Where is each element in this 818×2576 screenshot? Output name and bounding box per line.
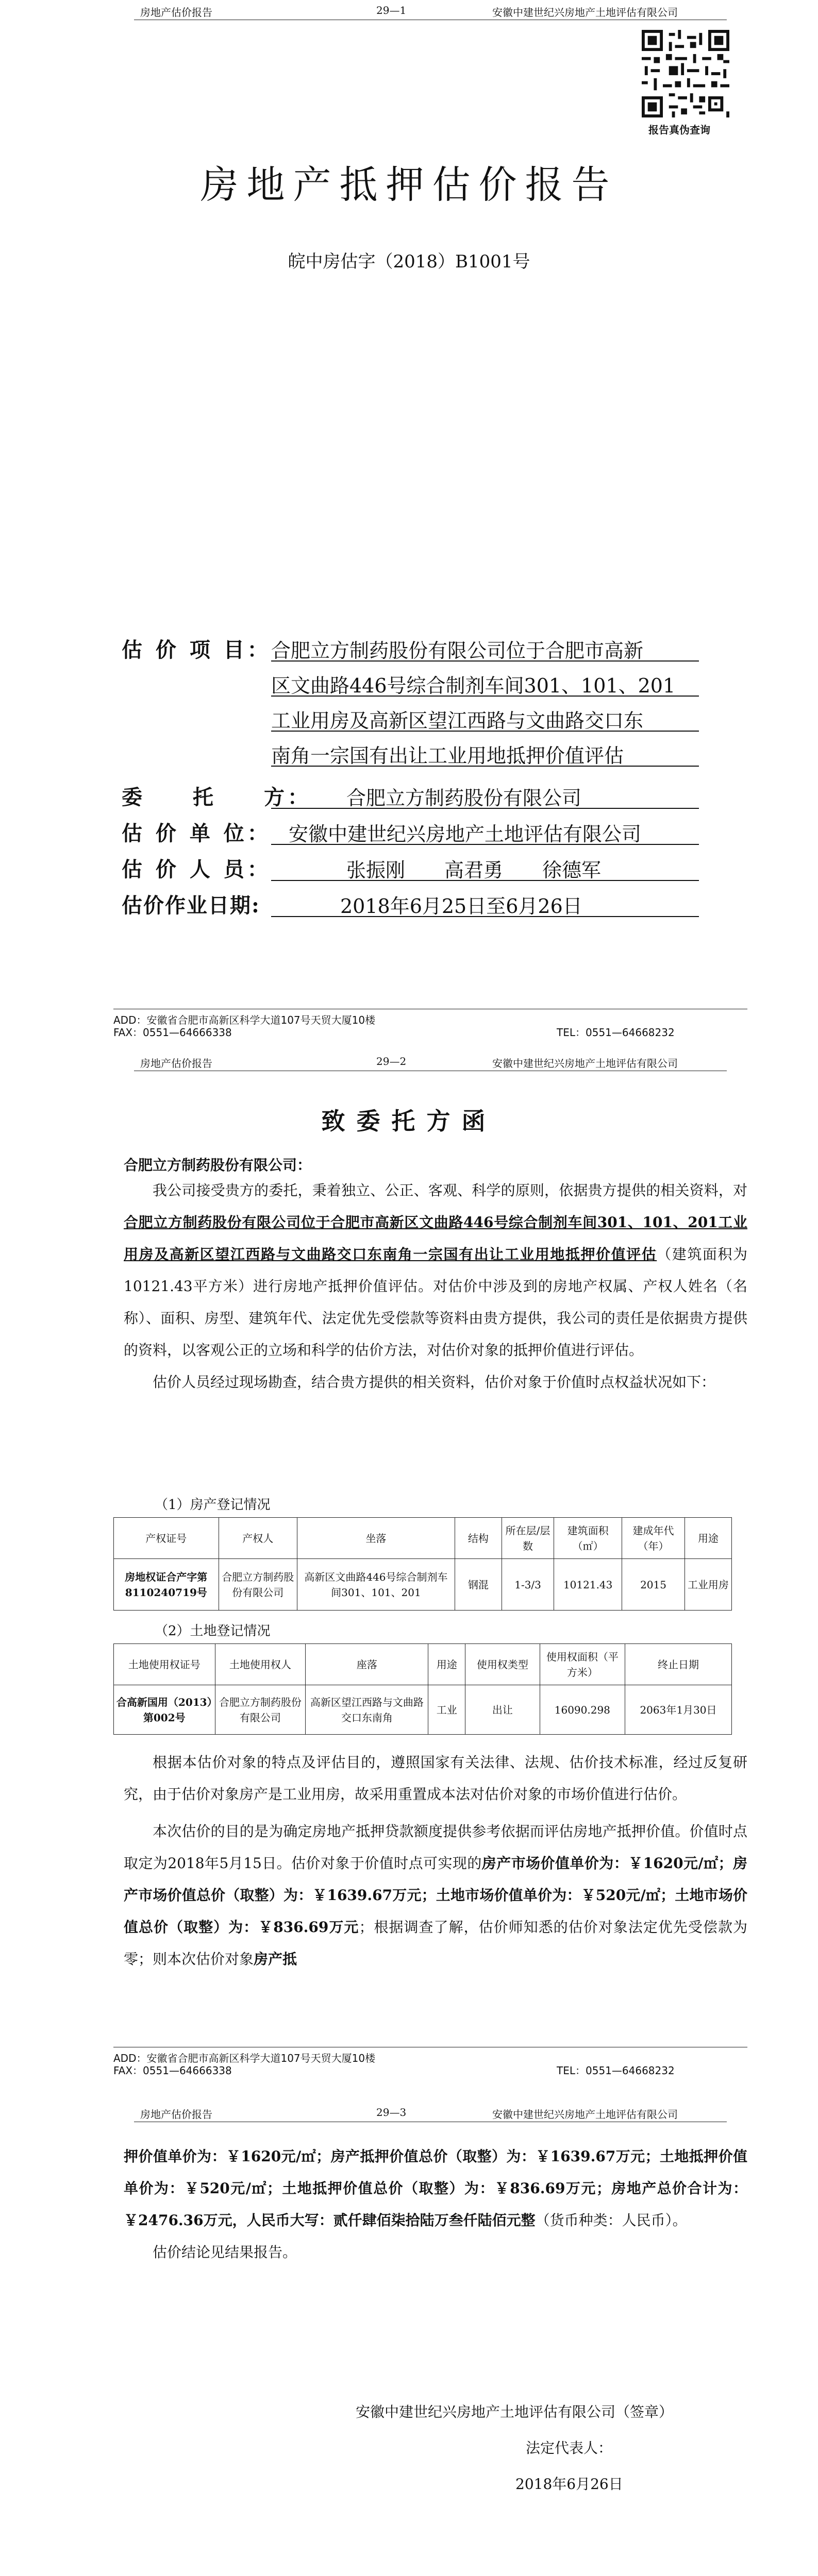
client-label: 委 托 方：: [122, 785, 311, 809]
th-location: 坐落: [297, 1518, 455, 1559]
qr-caption: 报告真伪查询: [648, 124, 710, 136]
page-2: [0, 1051, 818, 2092]
th-cert: 产权证号: [114, 1518, 219, 1559]
th-land-type: 使用权类型: [465, 1644, 540, 1685]
work-date-label: 估价作业日期:: [122, 893, 260, 918]
th-year: 建成年代（年）: [622, 1518, 685, 1559]
header-left: 房地产估价报告: [140, 2108, 212, 2121]
footer-fax: FAX：0551—64666338: [113, 1026, 232, 1039]
cell-structure: 钢混: [455, 1559, 502, 1611]
underline: [271, 660, 699, 662]
header-page-no: 29—2: [376, 1055, 407, 1067]
project-line-4: 南角一宗国有出让工业用地抵押价值评估: [271, 744, 624, 767]
cell-land-use: 工业: [428, 1685, 465, 1735]
p4-text-a: 本次估价的目的是为确定房地产抵押贷款额度提供参考依据而评估房地产抵押价值。价值时点取定为2018年5月15日。估价对象于价值时点可实现的: [124, 1823, 747, 1872]
cell-owner: 合肥立方制药股份有限公司: [219, 1559, 297, 1611]
header-left: 房地产估价报告: [140, 6, 212, 19]
project-line-2: 区文曲路446号综合制剂车间301、101、201: [271, 674, 676, 697]
th-land-owner: 土地使用权人: [215, 1644, 306, 1685]
th-land-end: 终止日期: [625, 1644, 732, 1685]
p4-text-d: 房产抵: [254, 1951, 297, 1968]
th-structure: 结构: [455, 1518, 502, 1559]
th-owner: 产权人: [219, 1518, 297, 1559]
underline: [271, 766, 699, 767]
report-title: 房地产抵押估价报告: [200, 163, 618, 207]
header-right: 安徽中建世纪兴房地产土地评估有限公司: [492, 1057, 678, 1070]
appraisers-names: 张振刚 高君勇 徐德军: [346, 859, 602, 882]
underline: [271, 696, 699, 697]
signature-representative: 法定代表人：: [526, 2439, 613, 2456]
signature-company: 安徽中建世纪兴房地产土地评估有限公司（签章）: [356, 2403, 674, 2420]
signature-date: 2018年6月26日: [515, 2476, 623, 2493]
qr-code[interactable]: [642, 30, 729, 117]
p2-text: 估价结论见结果报告。: [153, 2244, 297, 2261]
p3-text: 根据本估价对象的特点及评估目的，遵照国家有关法律、法规、估价技术标准，经过反复研究，由于估价对象房产是工业用房，故采用重置成本法对估价对象的市场价值进行估价。: [124, 1754, 747, 1803]
cell-floor: 1-3/3: [502, 1559, 554, 1611]
th-land-use: 用途: [428, 1644, 465, 1685]
cell-use: 工业用房: [685, 1559, 731, 1611]
page-3: [0, 2102, 818, 2576]
unit-name: 安徽中建世纪兴房地产土地评估有限公司: [289, 823, 642, 845]
cell-land-location: 高新区望江西路与文曲路交口东南角: [306, 1685, 428, 1735]
underline: [271, 880, 699, 881]
table-row: [114, 1559, 732, 1611]
th-floor: 所在层/层数: [502, 1518, 554, 1559]
th-land-cert: 土地使用权证号: [114, 1644, 215, 1685]
section-land: （2）土地登记情况: [155, 1623, 271, 1639]
cell-year: 2015: [622, 1559, 685, 1611]
section-house: （1）房产登记情况: [155, 1497, 271, 1513]
cell-land-end: 2063年1月30日: [625, 1685, 732, 1735]
report-number: 皖中房估字（2018）B1001号: [288, 251, 530, 272]
paragraph-1: [124, 1175, 747, 1398]
letter-title: 致委托方函: [321, 1107, 497, 1135]
cell-area: 10121.43: [554, 1559, 622, 1611]
client-name: 合肥立方制药股份有限公司: [346, 787, 582, 809]
cell-land-area: 16090.298: [540, 1685, 625, 1735]
p1-currency: （货币种类：人民币）。: [535, 2212, 687, 2229]
cell-location: 高新区文曲路446号综合制剂车间301、101、201: [297, 1559, 455, 1611]
page-header: [134, 1051, 727, 1071]
footer-address: ADD：安徽省合肥市高新区科学大道107号天贸大厦10楼: [113, 2052, 376, 2064]
page-1: [0, 0, 818, 1046]
header-right: 安徽中建世纪兴房地产土地评估有限公司: [492, 2108, 678, 2121]
p1-values: 押价值单价为：￥1620元/㎡；房产抵押价值总价（取整）为：￥1639.67万元；土地抵押价值单价为：￥520元/㎡；土地抵押价值总价（取整）为：￥836.69万元；房地产总价合计为：￥2476.36万元，人民币大写：贰仟肆佰柒拾陆万叁仟陆佰元整: [124, 2148, 747, 2229]
p1-project: 合肥立方制药股份有限公司位于合肥市高新区文曲路446号综合制剂车间301、101、201工业用房及高新区望江西路与文曲路交口东南角一宗国有出让工业用地抵押价值评估: [124, 1214, 747, 1263]
underline: [271, 844, 699, 845]
page-header: [134, 2102, 727, 2122]
footer-address: ADD：安徽省合肥市高新区科学大道107号天贸大厦10楼: [113, 1014, 376, 1026]
house-table: [113, 1517, 732, 1611]
cell-cert: 房地权证合产字第8110240719号: [114, 1559, 219, 1611]
header-page-no: 29—1: [376, 4, 407, 16]
project-label: 估 价 项 目：: [122, 638, 271, 662]
p1-text-c: （建筑面积为10121.43平方米）进行房地产抵押价值评估。对估价中涉及到的房地产权属、产权人姓名（名称）、面积、房型、建筑年代、法定优先受偿款等资料由贵方提供，我公司的责任是依据贵方提供的资料，以客观公正的立场和科学的估价方法，对估价对象的抵押价值进行评估。: [124, 1246, 747, 1359]
th-land-area: 使用权面积（平方米）: [540, 1644, 625, 1685]
underline: [271, 916, 699, 917]
work-date: 2018年6月25日至6月26日: [340, 895, 582, 918]
cell-land-cert: 合高新国用（2013）第002号: [114, 1685, 215, 1735]
footer-tel: TEL：0551—64668232: [557, 1026, 675, 1039]
footer-fax: FAX：0551—64666338: [113, 2064, 232, 2077]
header-left: 房地产估价报告: [140, 1057, 212, 1070]
p1-text-a: 我公司接受贵方的委托，秉着独立、公正、客观、科学的原则，依据贵方提供的相关资料，对: [153, 1182, 747, 1199]
project-line-3: 工业用房及高新区望江西路与文曲路交口东: [271, 709, 644, 732]
paragraph-3: [124, 1747, 747, 1975]
p4-text-c: ；根据调查了解，估价师知悉的估价对象法定优先受偿款为零；则本次估价对象: [124, 1919, 747, 1968]
page-header: [134, 0, 727, 20]
th-area: 建筑面积（㎡）: [554, 1518, 622, 1559]
header-right: 安徽中建世纪兴房地产土地评估有限公司: [492, 6, 678, 19]
table-row: [114, 1685, 732, 1735]
paragraph-2: 估价人员经过现场勘查，结合贵方提供的相关资料，估价对象于价值时点权益状况如下：: [153, 1374, 716, 1391]
cell-land-owner: 合肥立方制药股份有限公司: [215, 1685, 306, 1735]
p4-values: 房产市场价值单价为：￥1620元/㎡；房产市场价值总价（取整）为：￥1639.67万元；土地市场价值单价为：￥520元/㎡；土地市场价值总价（取整）为：￥836.69万元: [124, 1855, 747, 1936]
th-land-location: 座落: [306, 1644, 428, 1685]
th-use: 用途: [685, 1518, 731, 1559]
land-table: [113, 1643, 732, 1735]
salutation: 合肥立方制药股份有限公司：: [124, 1157, 312, 1174]
appraisers-label: 估 价 人 员：: [122, 857, 271, 882]
footer-tel: TEL：0551—64668232: [557, 2064, 675, 2077]
unit-label: 估 价 单 位：: [122, 821, 271, 845]
project-line-1: 合肥立方制药股份有限公司位于合肥市高新: [271, 639, 644, 662]
underline: [271, 808, 699, 809]
header-page-no: 29—3: [376, 2106, 407, 2119]
underline: [271, 731, 699, 732]
paragraph-conclusion: [124, 2141, 747, 2268]
cell-land-type: 出让: [465, 1685, 540, 1735]
